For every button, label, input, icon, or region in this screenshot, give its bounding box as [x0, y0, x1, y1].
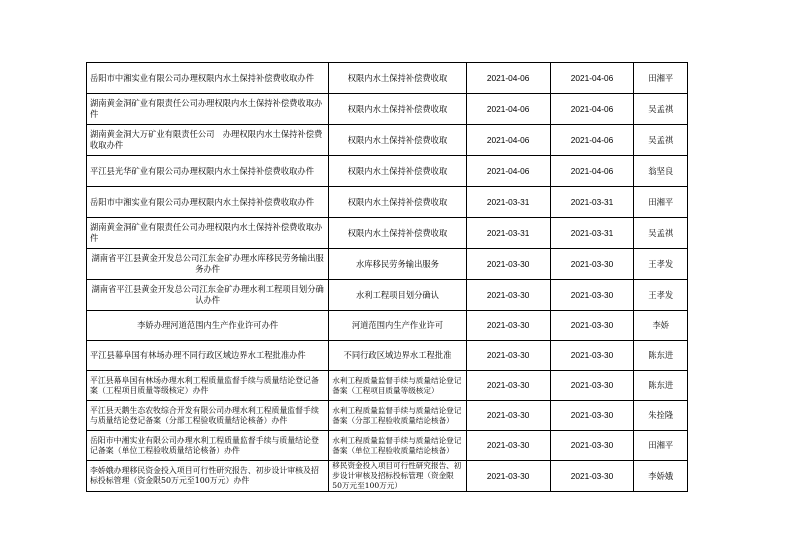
finish-date-cell: 2021-03-30 — [550, 280, 634, 311]
finish-date-cell: 2021-04-06 — [550, 156, 634, 187]
service-item-cell: 水利工程质量监督手续与质量结论登记备案（单位工程验收质量结论核备） — [329, 431, 466, 461]
service-item-cell: 水利工程质量监督手续与质量结论登记备案（工程项目质量等级核定） — [329, 371, 466, 401]
accept-date-cell: 2021-03-30 — [466, 280, 550, 311]
service-item-cell: 水库移民劳务输出服务 — [329, 249, 466, 280]
handler-cell: 吴孟祺 — [634, 94, 688, 125]
case-name-cell: 湖南黄金洞大万矿业有限责任公司 办理权限内水土保持补偿费收取办件 — [87, 125, 329, 156]
handler-cell: 田湘平 — [634, 187, 688, 218]
table-row — [87, 280, 688, 311]
service-item-cell: 权限内水土保持补偿费收取 — [329, 63, 466, 94]
finish-date-cell: 2021-03-30 — [550, 461, 634, 492]
finish-date-cell: 2021-04-06 — [550, 125, 634, 156]
service-item-cell: 权限内水土保持补偿费收取 — [329, 156, 466, 187]
case-name-cell: 平江县光华矿业有限公司办理权限内水土保持补偿费收取办件 — [87, 156, 329, 187]
handler-cell: 田湘平 — [634, 63, 688, 94]
handler-cell: 陈东进 — [634, 341, 688, 371]
finish-date-cell: 2021-03-31 — [550, 187, 634, 218]
service-item-cell: 水利工程项目划分确认 — [329, 280, 466, 311]
accept-date-cell: 2021-04-06 — [466, 156, 550, 187]
service-item-cell: 权限内水土保持补偿费收取 — [329, 125, 466, 156]
accept-date-cell: 2021-03-30 — [466, 341, 550, 371]
handler-cell: 王孝发 — [634, 249, 688, 280]
handler-cell: 吴孟祺 — [634, 218, 688, 249]
case-name-cell: 平江县幕阜国有林场办理水利工程质量监督手续与质量结论登记备案（工程项目质量等级核定）办件 — [87, 371, 329, 401]
accept-date-cell: 2021-03-31 — [466, 218, 550, 249]
accept-date-cell: 2021-03-30 — [466, 311, 550, 341]
case-name-cell: 湖南省平江县黄金开发总公司江东金矿办理水利工程项目划分确认办件 — [87, 280, 329, 311]
table-row — [87, 311, 688, 341]
handler-cell: 陈东进 — [634, 371, 688, 401]
table-row — [87, 371, 688, 401]
table-row — [87, 94, 688, 125]
case-name-cell: 平江县幕阜国有林场办理不同行政区域边界水工程批准办件 — [87, 341, 329, 371]
accept-date-cell: 2021-03-30 — [466, 461, 550, 492]
table-row — [87, 125, 688, 156]
accept-date-cell: 2021-03-30 — [466, 249, 550, 280]
accept-date-cell: 2021-03-30 — [466, 371, 550, 401]
case-name-cell: 岳阳市中湘实业有限公司办理权限内水土保持补偿费收取办件 — [87, 63, 329, 94]
table-row — [87, 218, 688, 249]
handler-cell: 李娇娥 — [634, 461, 688, 492]
handler-cell: 田湘平 — [634, 431, 688, 461]
table-row — [87, 249, 688, 280]
records-table-body — [87, 63, 688, 492]
finish-date-cell: 2021-03-30 — [550, 431, 634, 461]
table-row — [87, 341, 688, 371]
finish-date-cell: 2021-03-30 — [550, 371, 634, 401]
accept-date-cell: 2021-03-31 — [466, 187, 550, 218]
finish-date-cell: 2021-04-06 — [550, 63, 634, 94]
case-name-cell: 李娇办理河道范围内生产作业许可办件 — [87, 311, 329, 341]
handler-cell: 吴孟祺 — [634, 125, 688, 156]
service-item-cell: 水利工程质量监督手续与质量结论登记备案（分部工程验收质量结论核备） — [329, 401, 466, 431]
accept-date-cell: 2021-03-30 — [466, 431, 550, 461]
service-item-cell: 权限内水土保持补偿费收取 — [329, 187, 466, 218]
service-item-cell: 河道范围内生产作业许可 — [329, 311, 466, 341]
table-row — [87, 461, 688, 492]
finish-date-cell: 2021-03-31 — [550, 218, 634, 249]
handler-cell: 王孝发 — [634, 280, 688, 311]
records-table — [86, 62, 688, 492]
table-row — [87, 156, 688, 187]
table-row — [87, 187, 688, 218]
finish-date-cell: 2021-03-30 — [550, 401, 634, 431]
finish-date-cell: 2021-03-30 — [550, 311, 634, 341]
table-row — [87, 431, 688, 461]
case-name-cell: 平江县天鹅生态农牧综合开发有限公司办理水利工程质量监督手续与质量结论登记备案（分部工程验收质量结论核备）办件 — [87, 401, 329, 431]
finish-date-cell: 2021-04-06 — [550, 94, 634, 125]
accept-date-cell: 2021-03-30 — [466, 401, 550, 431]
table-row — [87, 63, 688, 94]
service-item-cell: 移民资金投入项目可行性研究报告、初步设计审核及招标投标管理（资金限50万元至100万元） — [329, 461, 466, 492]
service-item-cell: 不同行政区域边界水工程批准 — [329, 341, 466, 371]
handler-cell: 翁坚良 — [634, 156, 688, 187]
service-item-cell: 权限内水土保持补偿费收取 — [329, 218, 466, 249]
finish-date-cell: 2021-03-30 — [550, 341, 634, 371]
accept-date-cell: 2021-04-06 — [466, 94, 550, 125]
accept-date-cell: 2021-04-06 — [466, 125, 550, 156]
case-name-cell: 湖南黄金洞矿业有限责任公司办理权限内水土保持补偿费收取办件 — [87, 218, 329, 249]
case-name-cell: 岳阳市中湘实业有限公司办理水利工程质量监督手续与质量结论登记备案（单位工程验收质量结论核备）办件 — [87, 431, 329, 461]
case-name-cell: 岳阳市中湘实业有限公司办理权限内水土保持补偿费收取办件 — [87, 187, 329, 218]
case-name-cell: 湖南省平江县黄金开发总公司江东金矿办理水库移民劳务输出服务办件 — [87, 249, 329, 280]
finish-date-cell: 2021-03-30 — [550, 249, 634, 280]
case-name-cell: 李娇娥办理移民资金投入项目可行性研究报告、初步设计审核及招标投标管理（资金限50万元至100万元）办件 — [87, 461, 329, 492]
table-row — [87, 401, 688, 431]
case-name-cell: 湖南黄金洞矿业有限责任公司办理权限内水土保持补偿费收取办件 — [87, 94, 329, 125]
accept-date-cell: 2021-04-06 — [466, 63, 550, 94]
service-item-cell: 权限内水土保持补偿费收取 — [329, 94, 466, 125]
handler-cell: 李娇 — [634, 311, 688, 341]
handler-cell: 朱拴隆 — [634, 401, 688, 431]
